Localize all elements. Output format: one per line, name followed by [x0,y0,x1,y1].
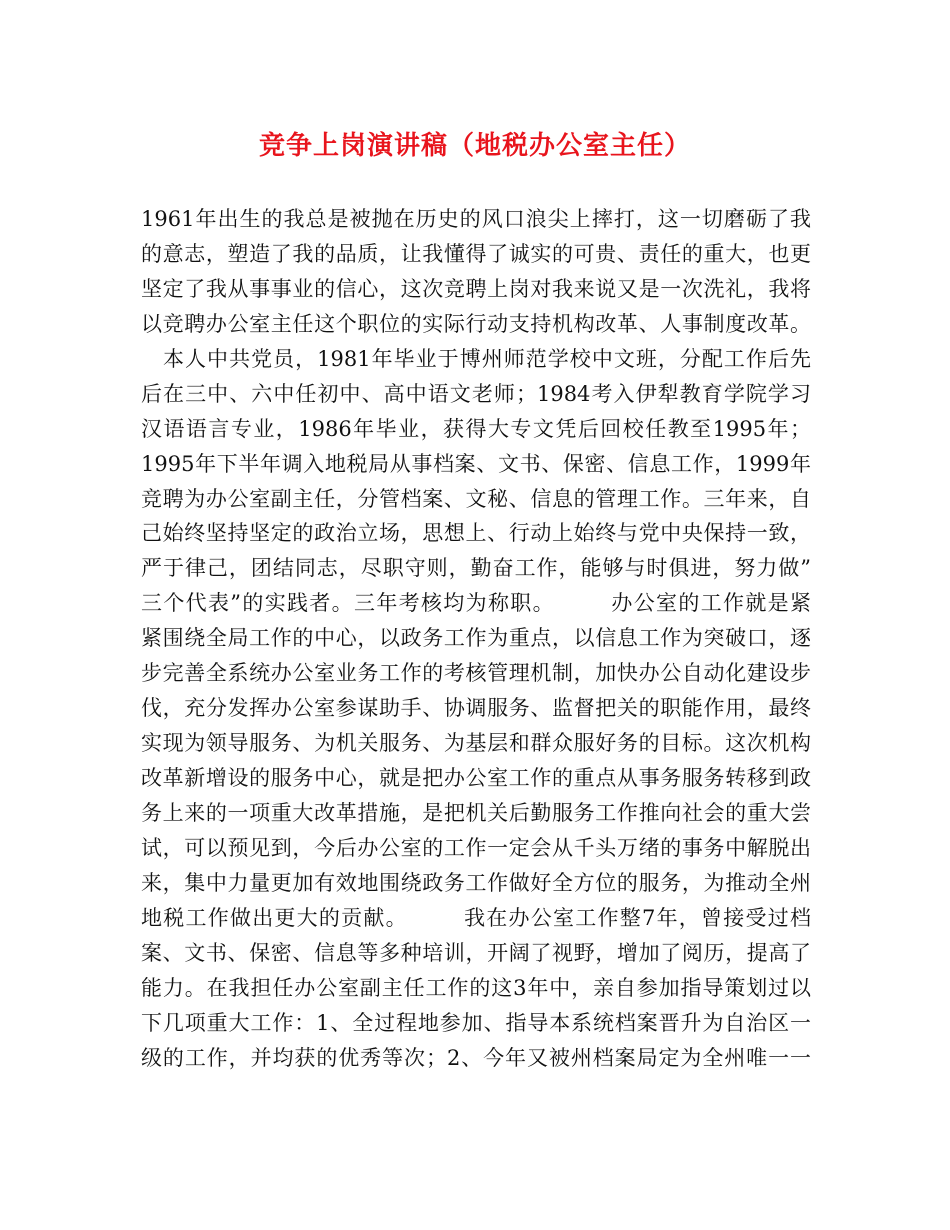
body-text-line: 本人中共党员，1981年毕业于博州师范学校中文班，分配工作后先 [141,346,811,371]
document-body [141,202,811,1075]
document-title: 竞争上岗演讲稿（地税办公室主任） [258,131,691,161]
body-text-line: 紧围绕全局工作的中心，以政务工作为重点，以信息工作为突破口，逐 [141,626,811,651]
body-text-line: 三个代表”的实践者。三年考核均为称职。 办公室的工作就是紧 [141,591,811,616]
body-text-line: 的意志，塑造了我的品质，让我懂得了诚实的可贵、责任的重大，也更 [141,241,811,266]
body-text-line: 坚定了我从事事业的信心，这次竞聘上岗对我来说又是一次洗礼，我将 [141,276,811,301]
body-text-line: 务上来的一项重大改革措施，是把机关后勤服务工作推向社会的重大尝 [141,800,811,825]
body-text-line: 试，可以预见到，今后办公室的工作一定会从千头万绪的事务中解脱出 [141,835,811,860]
body-text-line: 伐，充分发挥办公室参谋助手、协调服务、监督把关的职能作用，最终 [141,696,811,721]
body-text-line: 1961年出生的我总是被抛在历史的风口浪尖上摔打，这一切磨砺了我 [141,207,811,231]
body-text-line: 级的工作，并均获的优秀等次；2、今年又被州档案局定为全州唯一一 [141,1045,811,1070]
body-text-line: 下几项重大工作：1、全过程地参加、指导本系统档案晋升为自治区一 [141,1010,811,1035]
body-text-line: 来，集中力量更加有效地围绕政务工作做好全方位的服务，为推动全州 [141,870,811,895]
body-text-line: 汉语语言专业，1986年毕业，获得大专文凭后回校任教至1995年； [141,416,811,441]
body-text-line: 实现为领导服务、为机关服务、为基层和群众服好务的目标。这次机构 [141,731,811,756]
body-text-line: 竞聘为办公室副主任，分管档案、文秘、信息的管理工作。三年来，自 [141,486,811,511]
body-text-line: 改革新增设的服务中心，就是把办公室工作的重点从事务服务转移到政 [141,766,811,790]
body-text-line: 地税工作做出更大的贡献。 我在办公室工作整7年，曾接受过档 [141,905,811,930]
body-text-line: 后在三中、六中任初中、高中语文老师；1984考入伊犁教育学院学习 [141,381,811,406]
body-text-line: 能力。在我担任办公室副主任工作的这3年中，亲自参加指导策划过以 [141,975,811,1000]
body-text-line: 严于律己，团结同志，尽职守则，勤奋工作，能够与时俱进，努力做” [141,556,811,581]
body-text-line: 步完善全系统办公室业务工作的考核管理机制，加快办公自动化建设步 [141,661,811,686]
body-text-line: 以竞聘办公室主任这个职位的实际行动支持机构改革、人事制度改革。 [141,311,811,336]
body-text-line: 己始终坚持坚定的政治立场，思想上、行动上始终与党中央保持一致， [141,521,811,546]
body-text-line: 案、文书、保密、信息等多种培训，开阔了视野，增加了阅历，提高了 [141,940,811,965]
body-text-line: 1995年下半年调入地税局从事档案、文书、保密、信息工作，1999年 [141,451,811,476]
